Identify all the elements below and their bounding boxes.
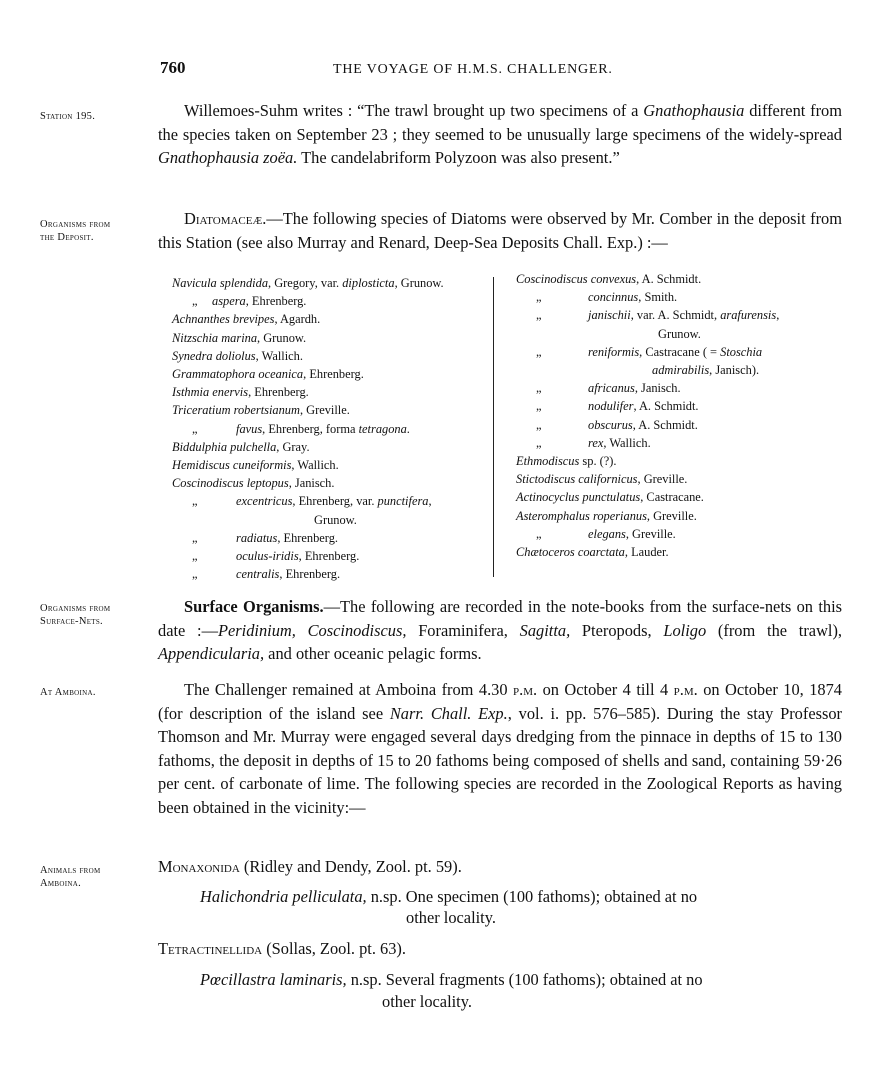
taxon-name: aspera [212, 294, 246, 309]
taxon-name: Stictodiscus californicus [516, 472, 638, 487]
taxon-name: Coscinodiscus leptopus [172, 476, 289, 491]
ditto-mark: „ [536, 381, 542, 396]
taxon-name: admirabilis [652, 363, 710, 378]
monaxonida-entry: Halichondria pelliculata, n.sp. One specimen (100 fathoms); obtained at no [200, 887, 698, 906]
monaxonida-heading: Monaxonida (Ridley and Dendy, Zool. pt. 59). [158, 857, 462, 876]
taxon-authority: , Agardh. [274, 312, 321, 327]
taxon-authority: , Wallich. [603, 435, 651, 450]
ditto-mark: „ [536, 399, 542, 414]
taxon-authority: , Grunow. [394, 276, 444, 290]
taxon-authority: , Greville. [625, 526, 676, 541]
margin-note-surface: Organisms from Surface-Nets. [40, 603, 111, 627]
taxon-name: punctifera [377, 494, 429, 509]
taxon-name: janischii [588, 308, 631, 323]
taxon-name: Stoschia [720, 344, 763, 359]
ditto-mark: „ [536, 344, 542, 359]
diatom-entry [172, 383, 444, 401]
diatom-entry [516, 361, 779, 379]
diatom-entry [172, 474, 444, 492]
taxon-name: centralis [236, 567, 280, 582]
diatom-entry [516, 507, 779, 525]
taxon-authority: , Ehrenberg. [248, 385, 309, 400]
taxon-authority: , Janisch. [288, 476, 335, 491]
taxon-name: tetragona [358, 421, 407, 436]
taxon-authority: . [406, 421, 410, 436]
taxon-name: nodulifer [588, 399, 634, 414]
taxon-name: Coscinodiscus convexus [516, 272, 637, 286]
diatom-entry [516, 288, 779, 306]
diatom-list-right [516, 270, 779, 561]
diatom-entry [172, 438, 444, 456]
taxon-authority: , Janisch). [709, 363, 760, 378]
ditto-mark: „ [536, 417, 542, 432]
ditto-mark: „ [192, 549, 198, 564]
taxon-authority: , Grunow. [257, 330, 307, 345]
taxon-name: reniformis [588, 344, 640, 359]
diatom-entry [516, 306, 779, 324]
diatom-entry [172, 347, 444, 365]
paragraph-station-195: Willemoes-Suhm writes : “The trawl brought up two specimens of a Gnathophausia different from the species taken on September 23 ; they seemed to be unusually large specimens of the widely-spread Gnathophausia zoëa. The candelabriform Polyzoon was also present.” [158, 101, 842, 167]
taxon-authority: , Greville. [299, 403, 350, 418]
taxon-authority: , Castracane ( = [639, 344, 721, 359]
tetractinellida-entry: Pœcillastra laminaris, n.sp. Several fragments (100 fathoms); obtained at no [200, 970, 703, 989]
tetractinellida-entry-cont: other locality. [382, 992, 472, 1011]
ditto-mark: „ [192, 421, 198, 436]
taxon-name: Biddulphia pulchella [172, 439, 277, 454]
taxon-authority: , Wallich. [255, 348, 303, 363]
taxon-name: Grammatophora oceanica [172, 367, 304, 382]
diatom-entry [172, 365, 444, 383]
diatom-entry [516, 543, 779, 561]
diatom-list-left [172, 274, 444, 583]
taxon-authority: , Ehrenberg, var. [292, 494, 378, 509]
taxon-authority: , Greville. [646, 508, 697, 523]
page-number: 760 [160, 58, 186, 77]
taxon-name: Synedra doliolus [172, 348, 256, 363]
diatom-entry [172, 565, 444, 583]
diatom-entry [172, 292, 444, 310]
diatom-entry [172, 529, 444, 547]
taxon-name: Asteromphalus roperianus [516, 508, 647, 523]
taxon-name: Triceratium robertsianum [172, 403, 300, 418]
taxon-name: favus [236, 421, 263, 436]
taxon-authority: , Ehrenberg. [277, 530, 338, 545]
margin-note-animals: Animals from Amboina. [40, 865, 101, 889]
taxon-name: diplosticta [342, 276, 395, 290]
taxon-authority: , Smith. [638, 290, 678, 305]
taxon-authority: , Castracane. [640, 490, 704, 505]
diatom-entry [172, 420, 444, 438]
taxon-name: elegans [588, 526, 626, 541]
running-title: THE VOYAGE OF H.M.S. CHALLENGER. [333, 62, 613, 77]
ditto-mark: „ [192, 294, 198, 309]
paragraph-amboina: The Challenger remained at Amboina from 4.30 p.m. on October 4 till 4 p.m. on October 10, 1874 (for description of the island see Narr. Chall. Exp., vol. i. pp. 576–585). During the stay Professor Thomson and Mr. Murray were engaged several days dredging from the pinnace in depths of 15 to 130 fathoms, the deposit in depths of 15 to 20 fathoms being composed of shells and sand, containing 59·26 per cent. of carbonate of lime. The following species are recorded in the Zoological Reports as having been obtained in the vicinity:— [158, 680, 843, 817]
taxon-authority: , Greville. [637, 472, 688, 487]
taxon-authority: , Ehrenberg. [298, 549, 360, 564]
margin-note-station: Station 195. [40, 111, 96, 122]
diatom-entry [172, 329, 444, 347]
paragraph-diatomaceae: Diatomaceæ.—The following species of Diatoms were observed by Mr. Comber in the deposit from this Station (see also Murray and Renard, Deep-Sea Deposits Chall. Exp.) :— [158, 209, 842, 252]
diatom-entry [516, 343, 779, 361]
taxon-name: excentricus [236, 494, 293, 509]
taxon-name: Ethmodiscus [516, 454, 580, 469]
taxon-name: obscurus [588, 417, 633, 432]
ditto-mark: „ [192, 567, 198, 582]
taxon-name: Chætoceros coarctata [516, 545, 625, 560]
taxon-authority: , Lauder. [624, 545, 669, 560]
taxon-name: arafurensis [720, 308, 777, 323]
diatom-entry [516, 452, 779, 470]
margin-note-amboina: At Amboina. [40, 687, 96, 698]
ditto-mark: „ [536, 526, 542, 541]
diatom-entry [172, 547, 444, 565]
taxon-authority: , Janisch. [634, 381, 681, 396]
ditto-mark: „ [192, 494, 198, 509]
monaxonida-entry-cont: other locality. [406, 908, 496, 927]
taxon-name: Actinocyclus punctulatus [516, 490, 641, 505]
diatom-entry [516, 397, 779, 415]
taxon-authority: , var. A. Schmidt, [630, 308, 721, 323]
ditto-mark: „ [536, 435, 542, 450]
tetractinellida-heading: Tetractinellida (Sollas, Zool. pt. 63). [158, 939, 406, 958]
taxon-name: concinnus [588, 290, 639, 305]
column-divider [493, 277, 494, 577]
diatom-entry [172, 511, 444, 529]
taxon-name: rex [588, 435, 604, 450]
taxon-authority: Grunow. [658, 326, 701, 341]
taxon-name: Navicula splendida [172, 276, 269, 290]
diatom-entry [172, 401, 444, 419]
taxon-authority: , Wallich. [291, 458, 339, 473]
diatom-entry [516, 470, 779, 488]
taxon-authority: , Gregory, var. [268, 276, 343, 290]
taxon-name: Isthmia enervis [172, 385, 249, 400]
taxon-name: Nitzschia marina [172, 330, 258, 345]
diatom-entry [516, 416, 779, 434]
ditto-mark: „ [536, 290, 542, 305]
diatom-entry [172, 456, 444, 474]
taxon-authority: Grunow. [314, 512, 357, 527]
taxon-name: oculus-iridis [236, 549, 299, 564]
diatom-entry [172, 310, 444, 328]
diatom-entry [516, 488, 779, 506]
taxon-authority: , A. Schmidt. [632, 417, 698, 432]
taxon-name: radiatus [236, 530, 278, 545]
paragraph-surface-organisms: Surface Organisms.—The following are recorded in the note-books from the surface-nets on this date :—Peridinium, Coscinodiscus, Foraminifera, Sagitta, Pteropods, Loligo (from the trawl), Appendicularia, and other oceanic pelagic forms. [158, 597, 843, 663]
taxon-name: Hemidiscus cuneiformis [172, 458, 292, 473]
taxon-authority: , Ehrenberg. [279, 567, 341, 582]
taxon-authority: , Ehrenberg. [245, 294, 307, 309]
taxon-authority: , A. Schmidt. [633, 399, 699, 414]
ditto-mark: „ [192, 530, 198, 545]
diatom-entry [516, 434, 779, 452]
diatom-entry [172, 274, 444, 292]
taxon-authority: , Ehrenberg. [303, 367, 364, 382]
diatom-entry [516, 270, 779, 288]
diatom-entry [516, 379, 779, 397]
taxon-authority: sp. (?). [579, 454, 617, 469]
taxon-authority: , A. Schmidt. [636, 272, 702, 286]
ditto-mark: „ [536, 308, 542, 323]
margin-note-deposit: Organisms from the Deposit. [40, 219, 111, 243]
taxon-name: Achnanthes brevipes [172, 312, 275, 327]
taxon-authority: , Ehrenberg, forma [262, 421, 359, 436]
diatom-entry [172, 492, 444, 510]
taxon-authority: , Gray. [276, 439, 310, 454]
diatom-entry [516, 325, 779, 343]
taxon-authority: , [428, 494, 432, 509]
taxon-authority: , [776, 308, 780, 323]
diatom-entry [516, 525, 779, 543]
taxon-name: africanus [588, 381, 635, 396]
